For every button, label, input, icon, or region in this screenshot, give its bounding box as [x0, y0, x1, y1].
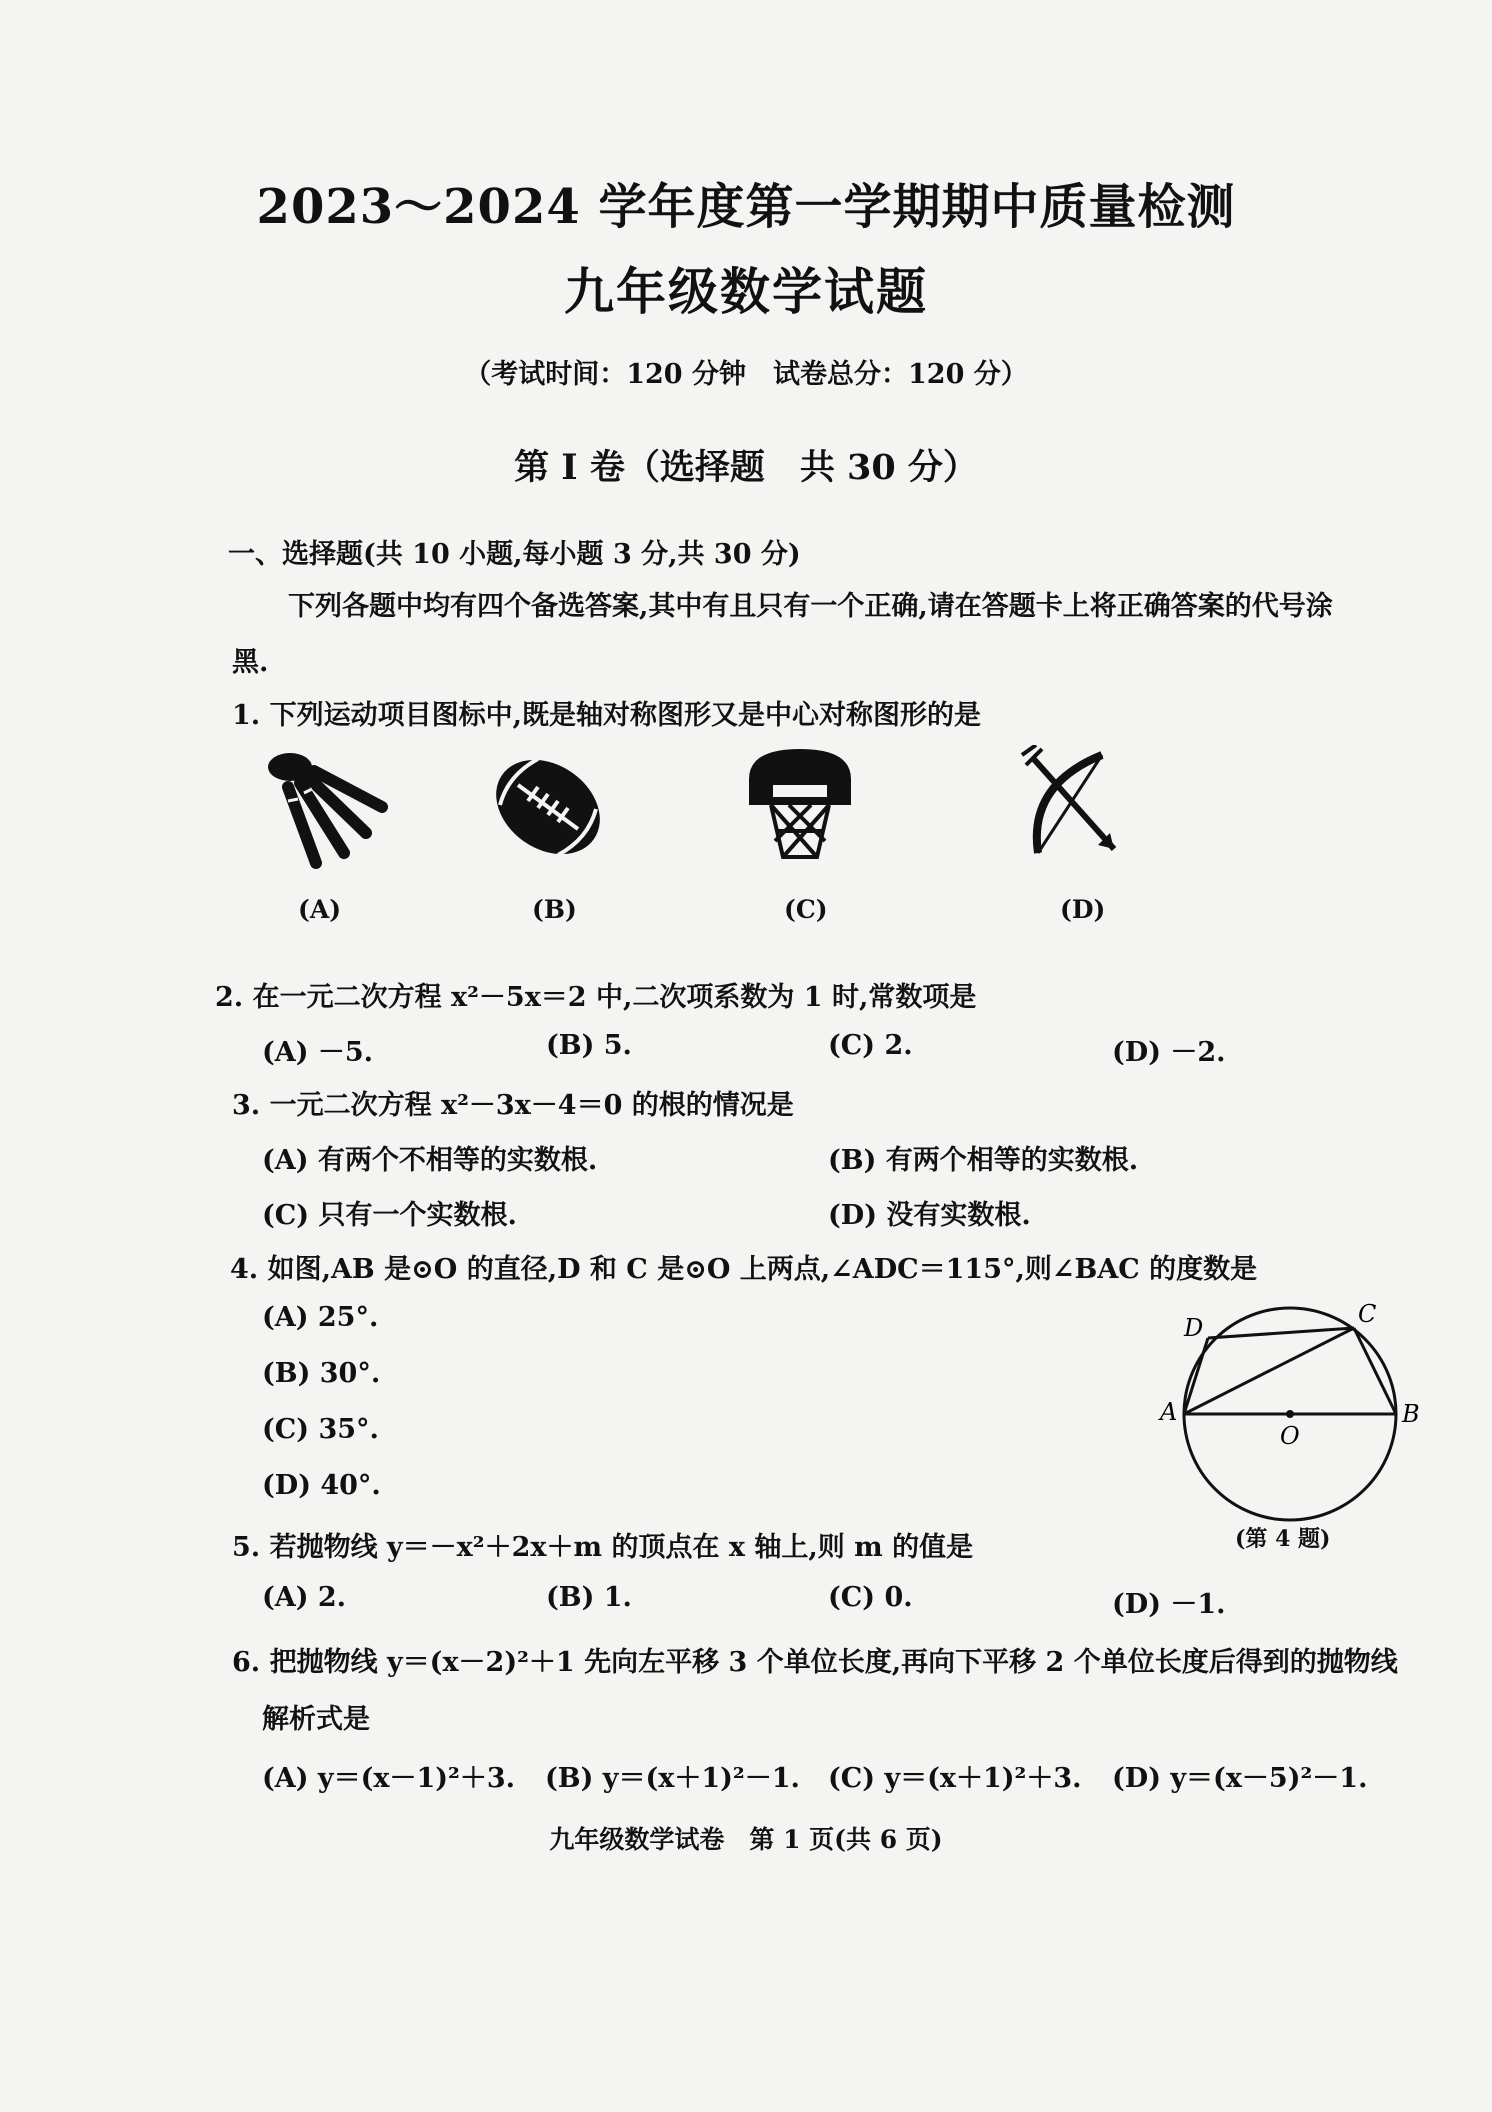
q4-option-c: (C) 35°. — [262, 1414, 379, 1445]
q6-option-b: (B) y＝(x＋1)²－1. — [545, 1763, 800, 1794]
q6-option-a: (A) y＝(x－1)²＋3. — [262, 1763, 516, 1794]
q4-figure-caption: (第 4 题) — [1235, 1526, 1331, 1552]
q1-label-c: (C) — [784, 895, 828, 924]
section-heading: 一、选择题(共 10 小题,每小题 3 分,共 30 分) — [228, 539, 801, 570]
q2-option-c: (C) 2. — [828, 1030, 913, 1061]
q5-option-c: (C) 0. — [828, 1582, 913, 1613]
part-heading: 第 Ⅰ 卷（选择题 共 30 分） — [514, 447, 978, 488]
basketball-hoop-icon — [745, 745, 855, 865]
q1-stem: 1. 下列运动项目图标中,既是轴对称图形又是中心对称图形的是 — [232, 700, 981, 731]
q1-label-d: (D) — [1060, 895, 1106, 924]
q4-option-b: (B) 30°. — [262, 1358, 381, 1389]
q2-option-b: (B) 5. — [546, 1030, 632, 1061]
section-instruction-2: 黑. — [232, 647, 269, 678]
point-o-label: O — [1280, 1422, 1300, 1450]
q1-label-a: (A) — [298, 895, 342, 924]
football-icon — [488, 745, 608, 865]
exam-subtitle: 九年级数学试题 — [564, 262, 928, 321]
archery-icon — [1018, 745, 1128, 865]
point-d-label: D — [1184, 1314, 1204, 1342]
exam-title: 2023～2024 学年度第一学期期中质量检测 — [256, 179, 1236, 235]
q5-option-d: (D) －1. — [1112, 1589, 1226, 1620]
q2-option-d: (D) －2. — [1112, 1037, 1226, 1068]
q6-stem-1: 6. 把抛物线 y＝(x－2)²＋1 先向左平移 3 个单位长度,再向下平移 2 个单位长度后得到的抛物线 — [232, 1647, 1398, 1678]
point-a-label: A — [1160, 1398, 1178, 1426]
q5-option-b: (B) 1. — [546, 1582, 632, 1613]
q1-label-b: (B) — [532, 895, 577, 924]
q3-stem: 3. 一元二次方程 x²－3x－4＝0 的根的情况是 — [232, 1090, 794, 1121]
q6-option-c: (C) y＝(x＋1)²＋3. — [828, 1763, 1082, 1794]
q6-stem-2: 解析式是 — [262, 1704, 370, 1735]
section-instruction-1: 下列各题中均有四个备选答案,其中有且只有一个正确,请在答题卡上将正确答案的代号涂 — [288, 591, 1333, 622]
q3-option-a: (A) 有两个不相等的实数根. — [262, 1145, 598, 1176]
q3-option-c: (C) 只有一个实数根. — [262, 1200, 517, 1231]
q5-option-a: (A) 2. — [262, 1582, 347, 1613]
q4-circle-figure — [1150, 1300, 1430, 1544]
q4-option-a: (A) 25°. — [262, 1302, 379, 1333]
point-c-label: C — [1358, 1300, 1377, 1328]
q4-option-d: (D) 40°. — [262, 1470, 381, 1501]
badminton-icon — [258, 745, 388, 875]
q6-option-d: (D) y＝(x－5)²－1. — [1112, 1763, 1368, 1794]
q3-option-b: (B) 有两个相等的实数根. — [828, 1145, 1139, 1176]
page-footer: 九年级数学试卷 第 1 页(共 6 页) — [549, 1825, 943, 1854]
exam-info: （考试时间：120 分钟 试卷总分：120 分） — [464, 359, 1028, 390]
q4-stem: 4. 如图,AB 是⊙O 的直径,D 和 C 是⊙O 上两点,∠ADC＝115°,则∠BAC 的度数是 — [230, 1254, 1258, 1285]
point-b-label: B — [1402, 1400, 1420, 1428]
q5-stem: 5. 若抛物线 y＝－x²＋2x＋m 的顶点在 x 轴上,则 m 的值是 — [232, 1532, 974, 1563]
q2-stem: 2. 在一元二次方程 x²－5x＝2 中,二次项系数为 1 时,常数项是 — [215, 982, 977, 1013]
q3-option-d: (D) 没有实数根. — [828, 1200, 1031, 1231]
q2-option-a: (A) －5. — [262, 1037, 374, 1068]
